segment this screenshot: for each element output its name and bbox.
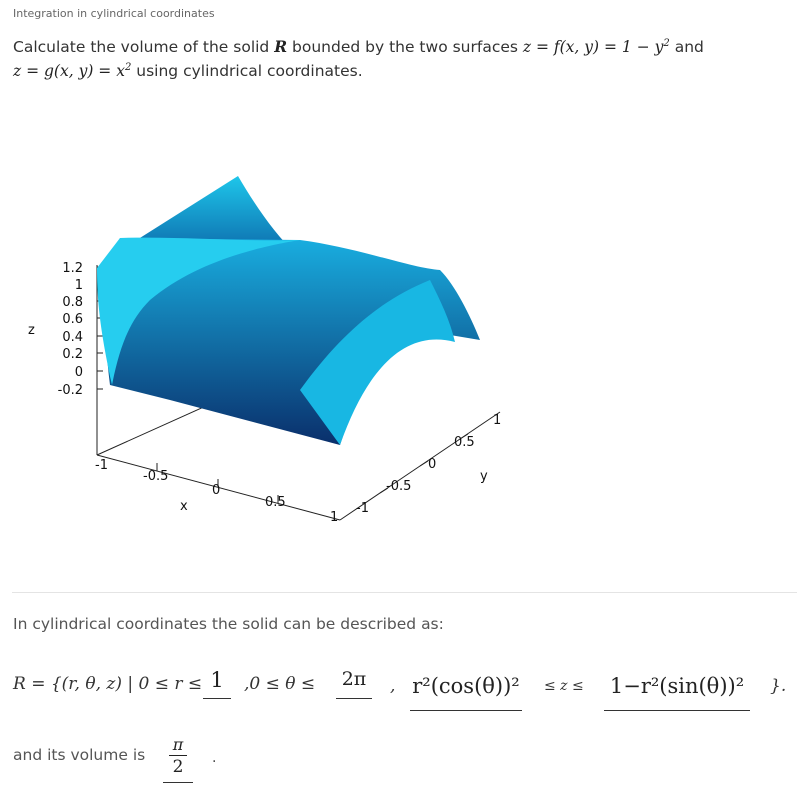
x-tick-label: -1 [95, 458, 108, 473]
volume-label: and its volume is [13, 746, 146, 764]
y-tick-label: 1 [493, 413, 502, 428]
answer-z-max[interactable]: 1−r²(sin(θ))² [604, 664, 750, 711]
answer-z-min[interactable]: r²(cos(θ))² [410, 664, 522, 711]
set-close: }. [770, 676, 787, 696]
z-tick-label: 1.2 [62, 261, 83, 276]
z-axis-label: z [28, 323, 35, 338]
y-tick-label: 0 [428, 457, 437, 472]
solid-symbol: R [274, 37, 288, 56]
z-tick-label: 0.8 [62, 295, 83, 310]
y-axis-label: y [480, 469, 488, 484]
theta-range: ,0 ≤ θ ≤ [244, 674, 316, 694]
z-tick-label: 0.4 [62, 330, 83, 345]
z-tick-label: -0.2 [57, 383, 83, 398]
y-tick-label: 0.5 [454, 435, 475, 450]
question-end: using cylindrical coordinates. [131, 62, 363, 80]
breadcrumb[interactable]: Integration in cylindrical coordinates [13, 7, 215, 20]
question-intro: Calculate the volume of the solid [13, 38, 275, 56]
volume-period: . [212, 750, 217, 766]
separator-comma: , [390, 676, 396, 696]
answer-r-max[interactable]: 1 [203, 668, 231, 699]
y-tick-label: -0.5 [386, 479, 412, 494]
x-axis-label: x [180, 499, 188, 514]
surface-plot [0, 150, 560, 570]
x-tick-label: 1 [330, 510, 339, 525]
z-tick-label: 1 [74, 278, 83, 293]
question-text [13, 35, 773, 83]
section-divider [12, 592, 797, 593]
volume-denominator: 2 [172, 757, 184, 777]
x-tick-label: 0.5 [265, 495, 286, 510]
volume-numerator: π [172, 735, 184, 754]
z-inequality: ≤ z ≤ [544, 678, 584, 694]
z-tick-label: 0.2 [62, 347, 83, 362]
description-label: In cylindrical coordinates the solid can be described as: [13, 615, 444, 633]
surface-g: z = g(x, $y) = x^2$ [13, 61, 132, 80]
x-tick-label: 0 [212, 483, 221, 498]
surface-f: z = f(x, $y) = 1 - y^2$ [522, 37, 670, 56]
z-tick-label: 0.6 [62, 312, 83, 327]
question-mid: bounded by the two surfaces [287, 38, 523, 56]
x-tick-label: -0.5 [143, 469, 169, 484]
question-and: and [669, 38, 704, 56]
z-tick-label: 0 [74, 365, 83, 380]
answer-theta-max[interactable]: 2π [336, 668, 372, 699]
answer-volume[interactable] [163, 736, 193, 783]
y-tick-label: -1 [356, 501, 369, 516]
fraction-bar [169, 755, 187, 756]
set-open: R = {(r, θ, z) | 0 ≤ r ≤ [13, 674, 203, 694]
